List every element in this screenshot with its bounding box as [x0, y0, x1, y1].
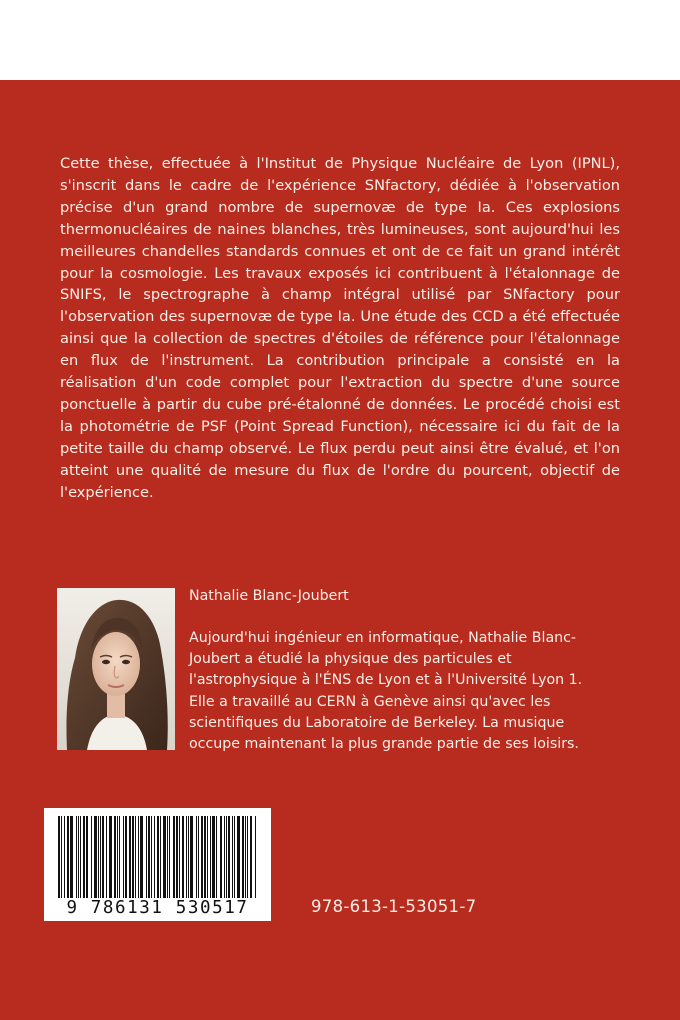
barcode-bar: [176, 816, 178, 898]
barcode-bar: [196, 816, 197, 898]
barcode-bar: [109, 816, 112, 898]
barcode-bar: [148, 816, 150, 898]
barcode-bar: [140, 816, 143, 898]
author-photo: [57, 588, 175, 750]
barcode-digits: 9 786131 530517: [66, 898, 249, 918]
barcode-bar: [247, 816, 248, 898]
barcode-bar: [117, 816, 118, 898]
barcode-bar: [190, 816, 193, 898]
barcode-bar: [212, 816, 215, 898]
barcode-bar: [245, 816, 246, 898]
barcode-bar: [135, 816, 136, 898]
isbn-number: 978-613-1-53051-7: [311, 897, 477, 916]
barcode-bar: [86, 816, 88, 898]
barcode-bar: [210, 816, 211, 898]
author-portrait-image: [57, 588, 175, 750]
barcode-bar: [64, 816, 65, 898]
barcode-bar: [242, 816, 244, 898]
barcode-bar: [83, 816, 85, 898]
barcode-bar: [70, 816, 73, 898]
barcode-bar: [224, 816, 225, 898]
barcode-bar: [169, 816, 170, 898]
barcode-bar: [226, 816, 227, 898]
barcode-bar: [201, 816, 203, 898]
barcode-bar: [167, 816, 168, 898]
barcode-bar: [80, 816, 81, 898]
barcode-bar: [114, 816, 116, 898]
barcode-bar: [106, 816, 107, 898]
barcode-bar: [198, 816, 199, 898]
author-name: Nathalie Blanc-Joubert: [189, 588, 349, 604]
barcode-bar: [132, 816, 134, 898]
barcode-bar: [232, 816, 233, 898]
author-biography: Aujourd'hui ingénieur en informatique, Nathalie Blanc-Joubert a étudié la physique des particules et l'astrophysique à l'ÉNS de Lyon et à l'Université Lyon 1. Elle a travaillé au CERN à Genève ainsi qu'avec les scientifiques du Laboratoire de Berkeley. La musique occupe maintenant la plus grande partie de ses loisirs.: [189, 630, 583, 753]
barcode-bar: [119, 816, 120, 898]
barcode-bar: [188, 816, 189, 898]
barcode-bar: [151, 816, 152, 898]
barcode-bar: [125, 816, 127, 898]
barcode-bar: [220, 816, 222, 898]
barcode-bar: [250, 816, 252, 898]
barcode-bar: [182, 816, 184, 898]
barcode-bar: [94, 816, 97, 898]
barcode-bar: [234, 816, 235, 898]
barcode-bar: [76, 816, 77, 898]
abstract-text: Cette thèse, effectuée à l'Institut de Physique Nucléaire de Lyon (IPNL), s'inscrit dans le cadre de l'expérience SNfactory, dédiée à l'observation précise d'un grand nombre de supernovæ de type Ia. Ces explosions thermonucléaires de naines blanches, très lumineuses, sont aujourd'hui les meilleures chandelles standards connues et ont de ce fait un grand intérêt pour la cosmologie. Les travaux exposés ici contribuent à l'étalonnage de SNIFS, le spectrographe à champ intégral utilisé par SNfactory pour l'observation des supernovæ de type Ia. Une étude des CCD a été effectuée ainsi que la collection de spectres d'étoiles de référence pour l'étalonnage en flux de l'instrument. La contribution principale a consisté en la réalisation d'un code complet pour l'extraction du spectre d'une source ponctuelle à partir du cube pré-étalonné de données. Le procédé choisi est la photométrie de PSF (Point Spread Function), nécessaire ici du fait de la petite taille du champ observé. Le flux perdu peut ainsi être évalué, et l'on atteint une qualité de mesure du flux de l'ordre du pourcent, objectif de l'expérience.: [60, 155, 620, 501]
barcode-bar: [67, 816, 69, 898]
barcode-bar: [129, 816, 131, 898]
barcode-bar: [228, 816, 230, 898]
barcode-bar: [173, 816, 175, 898]
barcode-bar: [157, 816, 159, 898]
barcode-bar: [179, 816, 180, 898]
barcode-bar: [207, 816, 208, 898]
barcode-bar: [61, 816, 62, 898]
barcode-bar: [186, 816, 187, 898]
barcode-bar: [146, 816, 147, 898]
barcode-bar: [163, 816, 166, 898]
barcode-bar: [138, 816, 139, 898]
barcode-bar: [255, 816, 256, 898]
barcode-bar: [237, 816, 240, 898]
top-margin: [0, 0, 680, 80]
barcode-bar: [58, 816, 60, 898]
barcode-bar: [91, 816, 92, 898]
barcode-bar: [123, 816, 124, 898]
barcode-bar: [102, 816, 104, 898]
barcode-bar: [160, 816, 161, 898]
barcode-bar: [154, 816, 155, 898]
barcode-bar: [98, 816, 99, 898]
barcode-bar: [100, 816, 101, 898]
barcode-bar: [216, 816, 217, 898]
barcode-bar: [204, 816, 206, 898]
barcode-bar: [78, 816, 79, 898]
